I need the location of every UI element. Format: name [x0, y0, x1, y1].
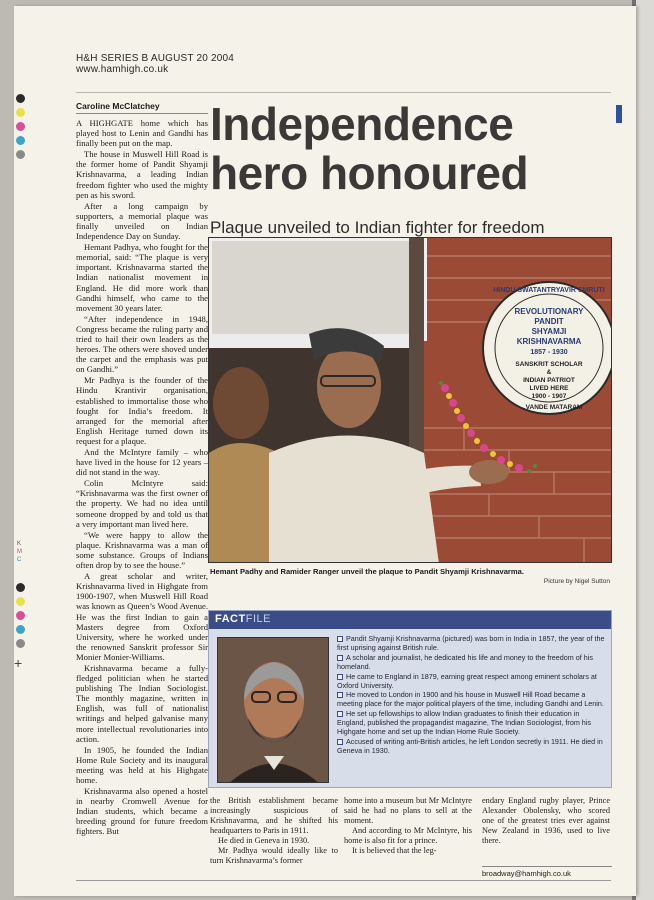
- factfile-item: He came to England in 1879, earning great respect among eminent scholars at Oxford University.: [337, 671, 597, 690]
- plaque-photo: [208, 237, 612, 563]
- factfile-item: He moved to London in 1900 and his house in Muswell Hill Road became a meeting place for the major political players of the time, including Gandhi and Lenin.: [337, 690, 604, 709]
- factfile-item: He set up fellowships to allow Indian graduates to finish their education in England, published the propagandist magazine, The Indian Sociologist, from his Highgate home and set up the Indian Home Rule Society.: [337, 709, 591, 737]
- plaque-line: 1900 - 1907: [531, 393, 567, 400]
- plaque-line: INDIAN PATRIOT: [523, 377, 575, 384]
- portrait-illustration: [218, 638, 329, 783]
- plaque-line: LIVED HERE: [529, 385, 569, 392]
- bottom-rule: [76, 880, 611, 881]
- checkbox-bullet-icon: [337, 739, 343, 745]
- paragraph: A HIGHGATE home which has played host to Lenin and Gandhi has finally been put on the map.: [76, 118, 208, 149]
- plaque-line: PANDIT: [534, 317, 564, 326]
- series-date: H&H SERIES B AUGUST 20 2004: [76, 53, 235, 64]
- registration-dots: [16, 94, 30, 164]
- headline-line-2: hero honoured: [210, 147, 529, 199]
- top-rule: [76, 92, 611, 93]
- article-column-2: [210, 796, 338, 866]
- paragraph: Krishnavarma became a fully-fledged politician when he started publishing The Indian Sociologist. The monthly magazine, written in English, was full of nationalist writings and helped galvanise many more intellectual revolutionaries into action.: [76, 662, 208, 744]
- plaque-line: 1857 - 1930: [530, 349, 568, 356]
- article-column-1: [76, 118, 208, 838]
- headline: [210, 100, 610, 198]
- paragraph: And the McIntyre family – who have lived in the house for 12 years – did not stand in the way.: [76, 447, 208, 478]
- paragraph: Krishnavarma also opened a hostel in nearby Cromwell Avenue for Indian students, which became a breeding ground for future freedom fighters. But: [76, 786, 208, 837]
- adjacent-article-fragment: [612, 100, 622, 890]
- plaque-line: REVOLUTIONARY: [514, 307, 584, 316]
- byline: Caroline McClatchey: [76, 101, 208, 114]
- paragraph: The house in Muswell Hill Road is the former home of Pandit Shyamji Krishnavarma, a leading Indian freedom fighter who used the mighty pen as his sword.: [76, 149, 208, 200]
- paragraph: “We were happy to allow the plaque. Krishnavarma was a man of some substance. Groups of Indians often drop by to see the house.”: [76, 529, 208, 571]
- paragraph: Hemant Padhya, who fought for the memorial, said: “The plaque is very important. Krishnavarma started the Indian nationalist movement in England. He did more work than Gandhi himself, who came to the movement 30 years later.: [76, 242, 208, 313]
- plaque-line: &: [546, 369, 552, 376]
- subheadline: Plaque unveiled to Indian fighter for freedom: [210, 218, 545, 237]
- registration-dots-lower: [16, 583, 30, 653]
- paragraph: It is believed that the leg-: [352, 846, 437, 855]
- paragraph: home into a museum but Mr McIntyre said he had no plans to sell at the moment.: [344, 796, 472, 825]
- plaque-line: SANSKRIT SCHOLAR: [515, 361, 583, 368]
- factfile-box: [208, 610, 612, 788]
- paragraph: the British establishment became increasingly suspicious of Krishnavarma, and he shifted his headquarters to Paris in 1911.: [210, 796, 338, 835]
- site-url: www.hamhigh.co.uk: [76, 64, 169, 75]
- crosshair-mark: +: [14, 655, 23, 671]
- cmyk-marks: K M C: [17, 541, 22, 563]
- adjacent-header-block: [616, 105, 622, 123]
- factfile-list: [337, 635, 607, 757]
- article-column-3: [344, 796, 472, 856]
- plaque-line: SHYAMJI: [531, 327, 567, 336]
- photo-illustration: [209, 238, 612, 563]
- contact-email[interactable]: broadway@hamhigh.co.uk: [482, 866, 612, 878]
- paragraph: “After independence in 1948, Congress became the ruling party and tried to hail their own leaders as the heroes. The others were shoved under the carpet and the emphasis was put on Gandhi.”: [76, 313, 208, 375]
- paragraph: Mr Padhya is the founder of the Hindu Krantivir organisation, established to immortalise those who fought for India’s freedom. It arranged for the memorial after English Heritage turned down its request for a plaque.: [76, 375, 208, 446]
- headline-line-1: Independence: [210, 98, 514, 150]
- factfile-item: Pandit Shyamji Krishnavarma (pictured) was born in India in 1857, the year of the first uprising against British rule.: [337, 634, 605, 652]
- factfile-item: A scholar and journalist, he dedicated his life and money to the freedom of his homeland.: [337, 652, 593, 671]
- factfile-item: Accused of writing anti-British articles, he left London secretly in 1911. He died in Geneva in 1930.: [337, 736, 603, 755]
- article-column-4: [482, 796, 610, 846]
- portrait-photo: [217, 637, 329, 783]
- masthead: [76, 53, 234, 75]
- paragraph: He died in Geneva in 1930.: [218, 836, 310, 845]
- paragraph: Mr Padhya would ideally like to turn Krishnavarma’s former: [210, 846, 338, 865]
- photo-credit: Picture by Nigel Sutton: [543, 578, 610, 585]
- factfile-title-bold: FACT: [215, 613, 246, 625]
- checkbox-bullet-icon: [337, 636, 343, 642]
- checkbox-bullet-icon: [337, 674, 343, 680]
- plaque-line: VANDE MATARAM: [525, 404, 583, 411]
- paragraph: A great scholar and writer, Krishnavarma lived in Highgate from 1900-1907, when Muswell Hill Road was known as Queen’s Wood Avenue. He was the first Indian to gain a Masters degree from Oxford University, where he worked under the renowned Sanskrit professor Sir Monier Monier-Williams.: [76, 571, 208, 662]
- factfile-header: [209, 611, 611, 629]
- checkbox-bullet-icon: [337, 692, 343, 698]
- checkbox-bullet-icon: [337, 655, 343, 661]
- factfile-title-light: FILE: [245, 613, 271, 625]
- plaque-arc-text: HINDU SWATANTRYAVIR SMRUTI: [493, 287, 605, 294]
- paragraph: And according to Mr McIntyre, his home is also fit for a prince.: [344, 826, 472, 845]
- paragraph: endary England rugby player, Prince Alexander Obolensky, who scored one of the greatest tries ever against New Zealand in 1936, used to live there.: [482, 796, 610, 845]
- paragraph: In 1905, he founded the Indian Home Rule Society and its inaugural meeting was held at his Highgate home.: [76, 744, 208, 785]
- checkbox-bullet-icon: [337, 711, 343, 717]
- plaque-line: KRISHNAVARMA: [516, 337, 582, 346]
- photo-caption: Hemant Padhy and Ramider Ranger unveil the plaque to Pandit Shyamji Krishnavarma.: [210, 567, 524, 576]
- paragraph: After a long campaign by supporters, a memorial plaque was finally unveiled on Indian Independence Day on Sunday.: [76, 200, 208, 242]
- paragraph: Colin McIntyre said: “Krishnavarma was the first owner of the property. We had no idea until someone dropped by and told us that a very important man lived here.: [76, 478, 208, 529]
